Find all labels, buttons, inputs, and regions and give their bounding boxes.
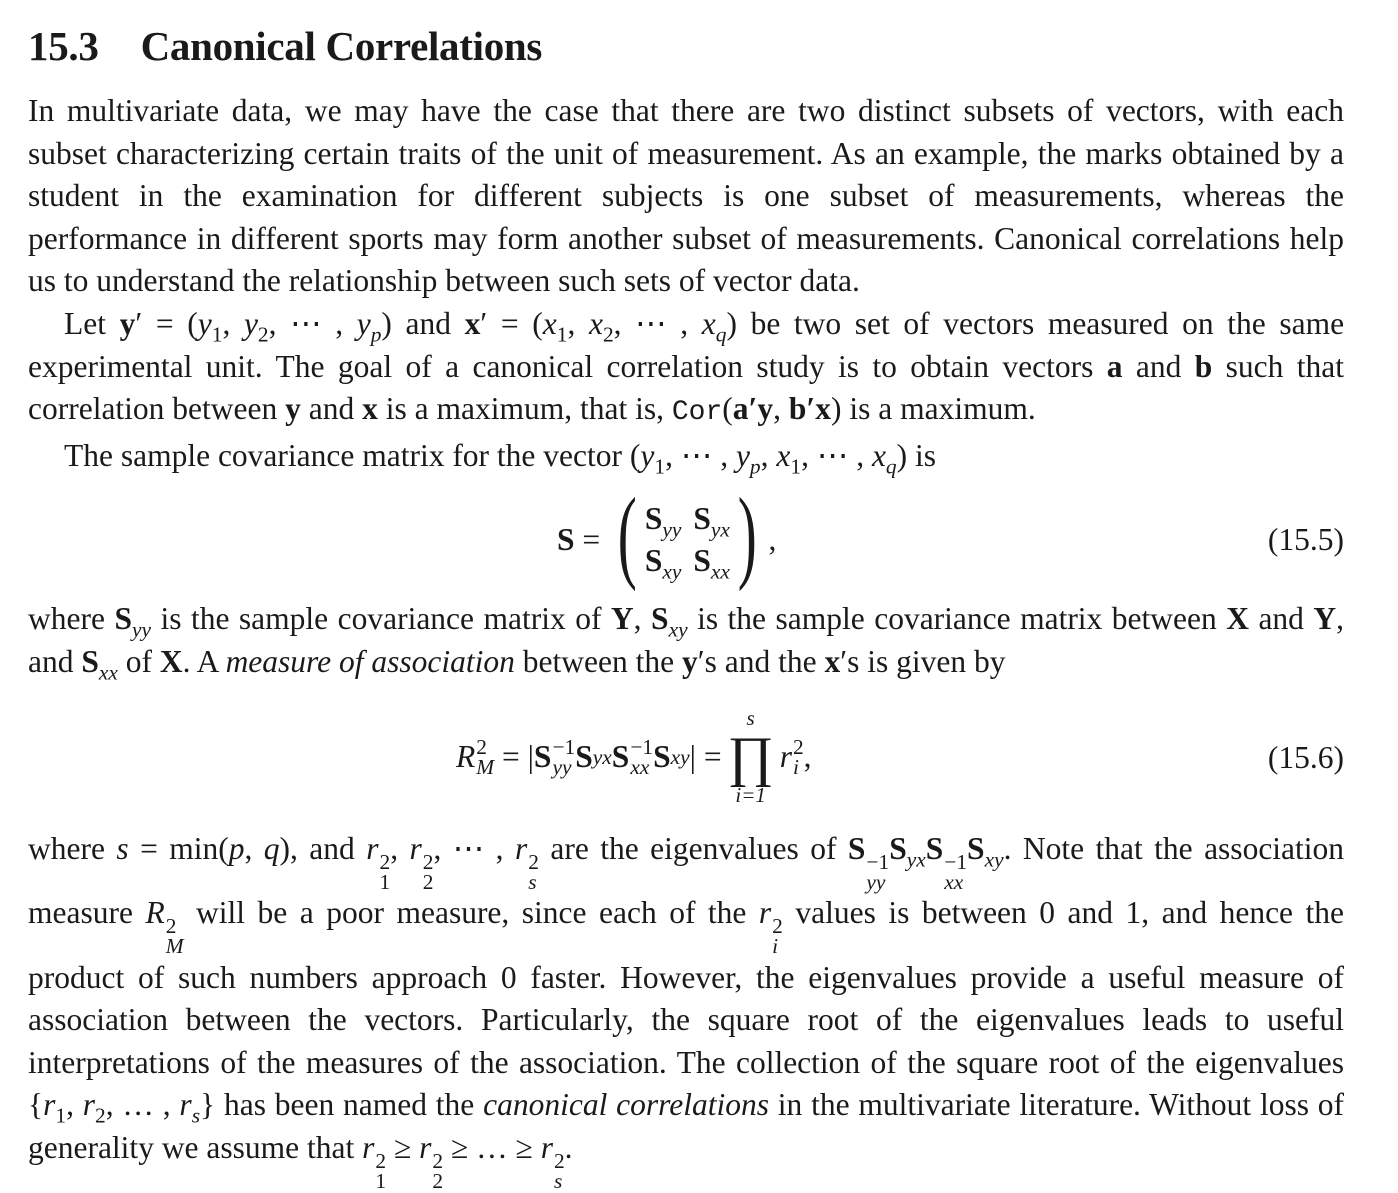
section-heading	[28, 22, 542, 70]
section-number: 15.3	[28, 23, 99, 69]
intro-text: In multivariate data, we may have the case that there are two distinct subsets of vectors, with each subset characterizing certain traits of the unit of measurement. As an example, the marks obtained by a student in the examination for different subjects is one subset of measurements, whereas the performance in different sports may form another subset of measurements. Canonical correlations help us to understand the relationship between such sets of vector data.	[28, 93, 1344, 299]
equation-number: (15.6)	[1267, 740, 1344, 775]
equation-15-5: S = ( $S_{yy}$ $S_{yx}$ $S_{xy}$ $S_{xx}$ ) , (15.5)	[557, 477, 1344, 592]
emphasis-measure-of-association: measure of association	[225, 643, 515, 679]
section-title: Canonical Correlations	[140, 23, 543, 69]
equation-15-6: R 2 M = | S −1 yy S yx S −1 xx S xy | = s ∏ i=1 r 2 i , (15.6)	[456, 706, 1344, 807]
paragraph-where: where $S_{yy}$ is the sample covariance matrix of Y, $S_{xy}$ is the sample covariance matrix between X and Y, and $S_{xx}$ of X. A measure of association between the y′s and the x′s is given by	[28, 601, 1345, 685]
equation-number: (15.5)	[1267, 522, 1344, 557]
product-operator: s ∏ i=1	[727, 706, 774, 807]
emphasis-canonical-correlations: canonical correlations	[483, 1087, 769, 1123]
cor-function: Cor	[671, 397, 723, 429]
paragraph-eigenvalues: where s = min(p, q), and r 2 1 , r 2 2 , ⋯ , r 2 s are the eigenvalues of S −1 yy $S_{yx}S$ −1 xx $S_{xy}$. Note that the association measure R 2 M will be a poor measure, since each of the r 2 i values is between 0 and 1, and hence the product of such numbers approach 0 faster. However, the eigenvalues provide a useful measure of association between the vectors. Particularly, the square root of the eigenvalues leads to useful interpretations of the measures of the association. The collection of the square root of the eigenvalues {$r_1$, $r_2$, … , $r_s$} has been named the canonical correlations in the multivariate literature. Without loss of generality we assume that r 2 1 ≥ r 2 2 ≥ … ≥ r 2 s .	[28, 831, 1345, 1193]
paragraph-intro: In multivariate data, we may have the case that there are two distinct subsets of vectors, with each subset characterizing certain traits of the unit of measurement. As an example, the marks obtained by a student in the examination for different subjects is one subset of measurements, whereas the performance in different sports may form another subset of measurements. Canonical correlations help us to understand the relationship between such sets of vector data. Let $y' = (y_1$, $y_2$, ⋯ , $y_p$) and $x' = (x_1$, $x_2$, ⋯ , $x_q$) be two set of vectors measured on the same experimental unit. The goal of a canonical correlation study is to obtain vectors a and b such that correlation between y and x is a maximum, that is, Cor(a′y, b′x) is a maximum. The sample covariance matrix for the vector ($y_1$, ⋯ , $y_p$, $x_1$, ⋯ , $x_q$) is	[28, 93, 1345, 479]
covariance-matrix: ( $S_{yy}$ $S_{yx}$ $S_{xy}$ $S_{xx}$ )	[617, 477, 757, 592]
